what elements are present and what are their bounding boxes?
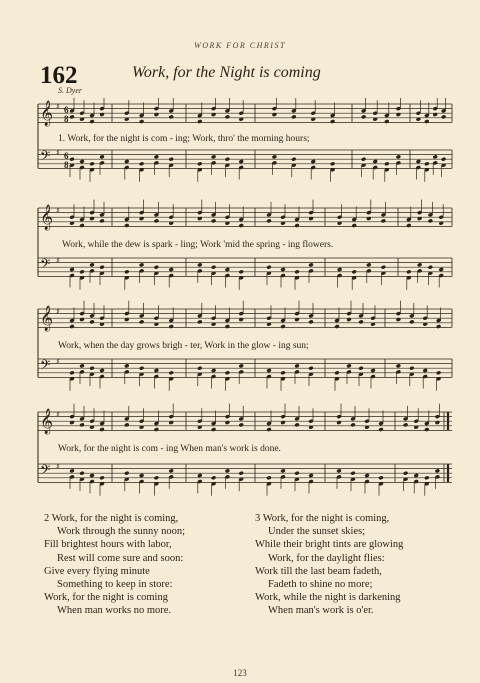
music-system-2: [0, 198, 480, 293]
lyric-line-2: Work, while the dew is spark - ling; Work 'mid the spring - ing flowers.: [62, 240, 334, 250]
notehead: [366, 263, 371, 268]
notehead: [280, 469, 285, 474]
sharp-sign: ♯: [56, 357, 60, 366]
notehead: [168, 324, 173, 329]
notehead: [139, 473, 144, 478]
notehead: [89, 473, 94, 478]
notehead: [422, 368, 427, 373]
notehead: [406, 269, 411, 274]
lyric-line-1: 1. Work, for the night is com - ing; Work, thro' the morning hours;: [58, 134, 310, 144]
notehead: [211, 427, 216, 432]
notehead: [294, 269, 299, 274]
notehead: [99, 475, 104, 480]
notehead: [124, 223, 129, 228]
notehead: [211, 368, 216, 373]
notehead: [225, 267, 230, 272]
notehead: [294, 364, 299, 369]
notehead: [89, 263, 94, 268]
notehead: [266, 218, 271, 223]
notehead: [168, 370, 173, 375]
notehead: [266, 427, 271, 432]
notehead: [280, 267, 285, 272]
notehead: [89, 319, 94, 324]
notehead: [438, 267, 443, 272]
verse-line: Work through the sunny noon;: [57, 526, 186, 538]
notehead: [197, 263, 202, 268]
running-head: WORK FOR CHRIST: [194, 41, 286, 50]
notehead: [432, 155, 437, 160]
notehead: [124, 471, 129, 476]
bass-clef: 𝄢: [40, 462, 51, 481]
notehead: [154, 265, 159, 270]
verse-number: 2: [44, 513, 50, 524]
notehead: [99, 427, 104, 432]
notehead: [79, 223, 84, 228]
lyric-line-3: Work, when the day grows brigh - ter, Work in the glow - ing sun;: [58, 341, 309, 351]
notehead: [280, 324, 285, 329]
sharp-sign: ♯: [56, 256, 60, 265]
notehead: [406, 223, 411, 228]
notehead: [294, 223, 299, 228]
notehead: [396, 155, 401, 160]
notehead: [378, 427, 383, 432]
notehead: [413, 473, 418, 478]
notehead: [89, 119, 94, 124]
notehead: [225, 370, 230, 375]
time-signature-bottom: 8: [64, 160, 69, 170]
notehead: [409, 319, 414, 324]
treble-clef: 𝄞: [40, 101, 54, 126]
notehead: [238, 364, 243, 369]
composer: S. Dyer: [58, 86, 82, 95]
notehead: [69, 370, 74, 375]
notehead: [424, 161, 429, 166]
notehead: [69, 469, 74, 474]
notehead: [351, 223, 356, 228]
notehead: [441, 114, 446, 119]
sharp-sign: ♯: [56, 410, 60, 419]
notehead: [403, 471, 408, 476]
notehead: [79, 269, 84, 274]
verse-line: While their bright tints are glowing: [255, 539, 404, 551]
notehead: [89, 161, 94, 166]
notehead: [337, 267, 342, 272]
score-system-1: [0, 98, 480, 198]
sharp-sign: ♯: [56, 102, 60, 111]
verse-3: [255, 512, 403, 618]
notehead: [350, 471, 355, 476]
notehead: [308, 473, 313, 478]
verse-line: Work, while the night is darkening: [255, 592, 401, 604]
verse-line: Work, for the night is coming: [44, 592, 168, 604]
bass-clef: 𝄢: [40, 256, 51, 275]
verse-line: Work, for the daylight flies:: [268, 552, 385, 564]
notehead: [69, 267, 74, 272]
notehead: [424, 427, 429, 432]
notehead: [238, 422, 243, 427]
notehead: [154, 475, 159, 480]
notehead: [225, 469, 230, 474]
notehead: [384, 161, 389, 166]
notehead: [381, 218, 386, 223]
verse-line: Give every flying minute: [44, 565, 150, 577]
verse-line: Fadeth to shine no more;: [268, 579, 373, 591]
notehead: [346, 364, 351, 369]
treble-clef: 𝄞: [40, 205, 54, 230]
notehead: [350, 422, 355, 427]
notehead: [139, 366, 144, 371]
notehead: [211, 155, 216, 160]
notehead: [69, 324, 74, 329]
notehead: [139, 319, 144, 324]
time-signature-bottom: 8: [64, 114, 69, 124]
notehead: [139, 263, 144, 268]
notehead: [441, 157, 446, 162]
sharp-sign: ♯: [56, 206, 60, 215]
notehead: [291, 157, 296, 162]
lyric-line-4: Work, for the night is com - ing When man's work is done.: [58, 444, 281, 454]
notehead: [351, 269, 356, 274]
notehead: [79, 364, 84, 369]
notehead: [334, 324, 339, 329]
notehead: [308, 319, 313, 324]
verse-line: When man works no more.: [57, 605, 172, 617]
notehead: [266, 475, 271, 480]
notehead: [139, 161, 144, 166]
music-system-3: [0, 297, 480, 397]
notehead: [358, 319, 363, 324]
verse-line: Something to keep in store:: [57, 579, 173, 591]
notehead: [168, 267, 173, 272]
notehead: [266, 368, 271, 373]
bass-clef: 𝄢: [40, 357, 51, 376]
verse-line: Work till the last beam fadeth,: [255, 565, 382, 577]
sharp-sign: ♯: [56, 462, 60, 471]
notehead: [308, 366, 313, 371]
verse-line: Under the sunset skies;: [268, 526, 366, 538]
notehead: [238, 159, 243, 164]
notehead: [197, 161, 202, 166]
music-system-4: [0, 400, 480, 502]
notehead: [436, 370, 441, 375]
notehead: [417, 263, 422, 268]
notehead: [294, 422, 299, 427]
sharp-sign: ♯: [56, 148, 60, 157]
notehead: [310, 159, 315, 164]
notehead: [308, 263, 313, 268]
notehead: [361, 157, 366, 162]
notehead: [154, 427, 159, 432]
notehead: [79, 422, 84, 427]
verse-2: [44, 512, 185, 618]
notehead: [336, 469, 341, 474]
notehead: [225, 157, 230, 162]
notehead: [168, 157, 173, 162]
notehead: [334, 370, 339, 375]
hymn-number: 162: [40, 62, 78, 89]
treble-clef: 𝄞: [40, 306, 54, 331]
notehead: [197, 119, 202, 124]
notehead: [124, 364, 129, 369]
bass-clef: 𝄢: [40, 148, 51, 167]
notehead: [416, 159, 421, 164]
verse-line: Rest will come sure and soon:: [57, 552, 184, 564]
verse-line: 3 Work, for the night is coming,: [255, 513, 390, 524]
notehead: [381, 265, 386, 270]
notehead: [291, 114, 296, 119]
notehead: [154, 155, 159, 160]
notehead: [361, 114, 366, 119]
time-signature-top: 6: [64, 105, 69, 115]
notehead: [330, 119, 335, 124]
notehead: [370, 368, 375, 373]
notehead: [238, 269, 243, 274]
verse-line: Fill brightest hours with labor,: [44, 539, 172, 551]
notehead: [154, 218, 159, 223]
verse-line: When man's work is o'er.: [268, 605, 374, 617]
notehead: [168, 469, 173, 474]
notehead: [79, 471, 84, 476]
notehead: [124, 422, 129, 427]
notehead: [154, 368, 159, 373]
notehead: [403, 422, 408, 427]
notehead: [409, 366, 414, 371]
notehead: [372, 159, 377, 164]
notehead: [211, 218, 216, 223]
notehead: [294, 471, 299, 476]
verse-line: 2 Work, for the night is coming,: [44, 513, 179, 524]
notehead: [396, 364, 401, 369]
notehead: [69, 157, 74, 162]
notehead: [197, 366, 202, 371]
notehead: [424, 119, 429, 124]
notehead: [124, 159, 129, 164]
notehead: [99, 265, 104, 270]
notehead: [89, 366, 94, 371]
notehead: [358, 366, 363, 371]
notehead: [272, 155, 277, 160]
notehead: [79, 159, 84, 164]
sharp-sign: ♯: [56, 307, 60, 316]
notehead: [69, 114, 74, 119]
notehead: [211, 265, 216, 270]
notehead: [266, 265, 271, 270]
notehead: [428, 265, 433, 270]
treble-clef: 𝄞: [40, 409, 54, 434]
notehead: [99, 368, 104, 373]
notehead: [197, 319, 202, 324]
notehead: [384, 119, 389, 124]
notehead: [436, 324, 441, 329]
notehead: [378, 475, 383, 480]
notehead: [211, 475, 216, 480]
notehead: [168, 114, 173, 119]
notehead: [225, 114, 230, 119]
notehead: [435, 469, 440, 474]
notehead: [197, 473, 202, 478]
notehead: [225, 324, 230, 329]
notehead: [364, 473, 369, 478]
notehead: [124, 269, 129, 274]
notehead: [99, 155, 104, 160]
time-signature-top: 6: [64, 151, 69, 161]
notehead: [330, 161, 335, 166]
notehead: [238, 223, 243, 228]
notehead: [238, 471, 243, 476]
notehead: [139, 119, 144, 124]
verse-number: 3: [255, 513, 261, 524]
notehead: [99, 218, 104, 223]
hymn-title: Work, for the Night is coming: [132, 64, 321, 81]
page-number: 123: [233, 668, 247, 678]
notehead: [280, 370, 285, 375]
notehead: [424, 475, 429, 480]
notehead: [428, 218, 433, 223]
music-system-1: [0, 98, 480, 198]
